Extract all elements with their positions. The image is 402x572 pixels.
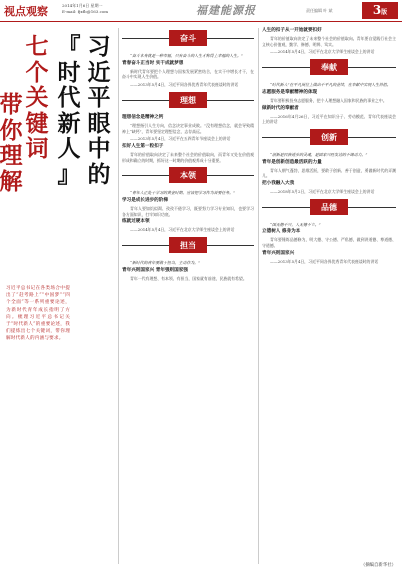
masthead: 福建能源报 — [196, 4, 256, 17]
headline-char: 七 — [25, 33, 49, 60]
section-header — [122, 92, 254, 112]
headline-char: 你 — [0, 116, 23, 144]
subheading: 青春奋斗正当时 实干成就梦想 — [122, 60, 184, 66]
paragraph: 新时代青年要把个人理想与国家发展紧密结合，在实干中增长才干，在奋斗中实现人生价值。 — [122, 68, 254, 80]
headline-column-1 — [86, 34, 112, 187]
paragraph: ——2013年5月4日，习近平在五四青年节座谈会上的讲话 — [130, 136, 231, 142]
subheading: 人生的扣子从一开始就要扣好 — [262, 28, 322, 33]
paragraph: ——2013年5月4日，习近平同各界优秀青年代表座谈时的讲话 — [270, 258, 379, 264]
section-header — [262, 59, 396, 79]
headline-char: 理 — [0, 142, 23, 169]
headline-char: 眼 — [87, 109, 111, 137]
headline-column-2 — [56, 34, 82, 187]
column-divider — [258, 28, 259, 564]
headline-char: 习 — [87, 33, 111, 60]
subheading: 青年是创新创造最活跃的力量 — [262, 159, 322, 165]
headline-char: 关 — [25, 84, 49, 111]
paragraph: 青年人朝气蓬勃，思维活跃，要敢于创新、善于创造，勇做新时代的弄潮儿。 — [262, 167, 396, 179]
section-tag: 创新 — [310, 129, 348, 145]
quote: “创新是民族进步的灵魂，是国家兴旺发达的不竭动力。” — [270, 151, 368, 157]
subheading: 理想信念是精神之钙 — [122, 114, 164, 120]
headline-char: 中 — [87, 135, 111, 162]
section-header — [122, 237, 254, 257]
paragraph: 青年的价值取向决定了未来整个社会的价值取向。青年要自觉践行社会主义核心价值观，勤学、修德、明辨、笃实。 — [262, 36, 396, 47]
headline-char: 键 — [25, 109, 49, 137]
headline-char: 代 — [57, 84, 81, 111]
section-tag: 本领 — [169, 167, 207, 183]
headline-char: 的 — [87, 160, 111, 188]
article-column-right — [262, 26, 396, 267]
subheading: 青年兴则国家兴 青年强则国家强 — [122, 267, 188, 273]
section-header — [262, 199, 396, 219]
subheading: 练就过硬本领 — [122, 219, 150, 225]
article-column-left — [122, 26, 254, 284]
paragraph: ——2013年5月4日，习近平同各界优秀青年代表座谈时的讲话 — [130, 82, 239, 88]
column-divider — [118, 28, 119, 564]
headline-char: 平 — [87, 84, 111, 111]
quote: “新时代的青年要敢于担当，主动作为。” — [130, 260, 201, 266]
quote: “国无德不兴，人无德不立。” — [270, 221, 321, 227]
section-tag: 品德 — [310, 199, 348, 215]
page-header — [0, 0, 402, 22]
section-header — [122, 167, 254, 187]
headline-char: 新 — [57, 109, 81, 137]
headline-char: 『 — [57, 33, 81, 60]
paragraph: ——2014年5月4日，习近平在北京大学师生座谈会上的讲话 — [130, 227, 235, 233]
headline-char: 人 — [57, 135, 81, 162]
headline-char: 时 — [57, 58, 81, 86]
section-header — [122, 30, 254, 50]
section-tag: 奋斗 — [169, 30, 207, 46]
paragraph: 青年人要如饥似渴、孜孜不倦学习，既要努力学习专业知识，也要学习各方面知识，打牢知识功底。 — [122, 206, 254, 217]
quote: “青年人正处于学习的黄金时期，应该把学习作为首要任务。” — [130, 190, 236, 196]
subheading: 立德树人 修身为本 — [262, 229, 301, 235]
paragraph: ——2016年4月26日，习近平在知识分子、劳动模范、青年代表座谈会上的讲话 — [262, 113, 396, 125]
lead-paragraph: 习近平总书记在各类场合中提出了“赶考路上”“中国梦”“四个全面”等一系列重要论述，为新时代青年成长指明了方向。梳理习近平总书记关于“时代新人”的重要论述，我们提炼出七个关键词，带你理解时代新人的内涵与要求。 — [6, 286, 70, 342]
page-number-badge — [362, 2, 398, 19]
quote: “时代新人”在平凡岗位上做出不平凡的业绩，在奉献中实现人生价值。 — [270, 82, 391, 88]
subheading: 扣好人生第一粒扣子 — [122, 143, 164, 149]
source-note: （摘编自新华社） — [360, 563, 396, 568]
subheading: 志愿服务是奉献精神的体现 — [262, 89, 318, 95]
editor-line: 责任编辑 叶 斌 — [306, 8, 333, 13]
headline — [0, 33, 112, 274]
headline-column-3 — [24, 34, 50, 162]
section-tag: 理想 — [169, 92, 207, 108]
paragraph: ——2014年5月4日，习近平在北京大学师生座谈会上的讲话 — [270, 49, 375, 55]
headline-char: 个 — [25, 58, 49, 86]
paragraph: 青年要积极投身志愿服务，把个人理想融入国家和民族的事业之中。 — [270, 97, 387, 103]
paragraph: 青年要锤炼品德修为，明大德、守公德、严私德，做到讲道德、尊道德、守道德。 — [262, 237, 396, 249]
section-tag: 奉献 — [310, 59, 348, 75]
page-unit: 版 — [381, 9, 388, 16]
paragraph: “理想指引人生方向，信念决定事业成败。”没有理想信念，就会导致精神上“缺钙”，青年要坚定理想信念，志存高远。 — [122, 122, 254, 134]
page-number: 3 — [372, 3, 382, 17]
headline-char: 』 — [57, 160, 81, 188]
issue-meta — [62, 3, 108, 14]
paragraph: ——2018年5月2日，习近平在北京大学师生座谈会上的讲话 — [270, 189, 375, 195]
headline-char: 解 — [0, 167, 23, 195]
paragraph: 青年一代有理想、有本领、有担当，国家就有前途，民族就有希望。 — [130, 275, 247, 281]
headline-char: 带 — [0, 91, 23, 118]
subheading: 把小我融入大我 — [262, 181, 295, 187]
issue-date: 2014年1月6日 星期一 — [62, 3, 103, 8]
headline-char: 词 — [25, 135, 49, 162]
paragraph: 青年的价值取向决定了未来整个社会的价值取向，而青年又处在价值观形成和确立的时期，抓好这一时期的价值观养成十分重要。 — [122, 151, 254, 163]
subheading: 做新时代的奉献者 — [262, 105, 299, 111]
section-header — [262, 129, 396, 149]
issue-email: E-mail: fjxfb@163.com — [62, 8, 109, 14]
section-name: 视点观察 — [4, 5, 48, 18]
subheading: 学习是成长进步的阶梯 — [122, 198, 168, 204]
section-tag: 担当 — [169, 237, 207, 253]
headline-column-4 — [0, 92, 24, 194]
quote: “奋斗本身就是一种幸福，只有奋斗的人生才称得上幸福的人生。” — [130, 53, 243, 58]
headline-char: 近 — [87, 58, 111, 86]
subheading: 青年兴则国家兴 — [262, 250, 295, 256]
